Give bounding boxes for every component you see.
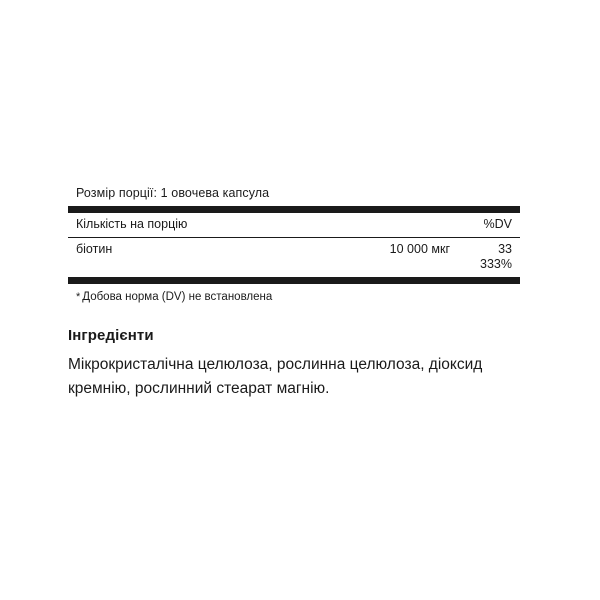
supplement-facts-panel — [68, 186, 520, 401]
nutrient-daily-value-line2: 333% — [480, 257, 512, 272]
table-row — [68, 238, 520, 277]
footnote-marker: * — [76, 290, 81, 303]
daily-value-label: %DV — [483, 217, 512, 231]
ingredients-text: Мікрокристалічна целюлоза, рослинна целюлоза, діоксид кремнію, рослинний стеарат магнію. — [68, 355, 483, 397]
table-header-row — [68, 213, 520, 237]
serving-size-text: Розмір порції: 1 овочева капсула — [76, 186, 270, 200]
table-bottom-rule — [68, 277, 520, 284]
nutrient-daily-value — [464, 242, 520, 273]
ingredients-title: Інгредієнти — [68, 326, 154, 344]
footnote — [68, 284, 520, 303]
amount-per-serving-label: Кількість на порцію — [76, 217, 188, 231]
footnote-text: Добова норма (DV) не встановлена — [82, 290, 273, 303]
nutrient-name: біотин — [76, 241, 113, 256]
table-top-rule — [68, 206, 520, 213]
nutrient-amount: 10 000 мкг — [389, 241, 450, 256]
nutrient-daily-value-line1: 33 — [498, 241, 512, 256]
